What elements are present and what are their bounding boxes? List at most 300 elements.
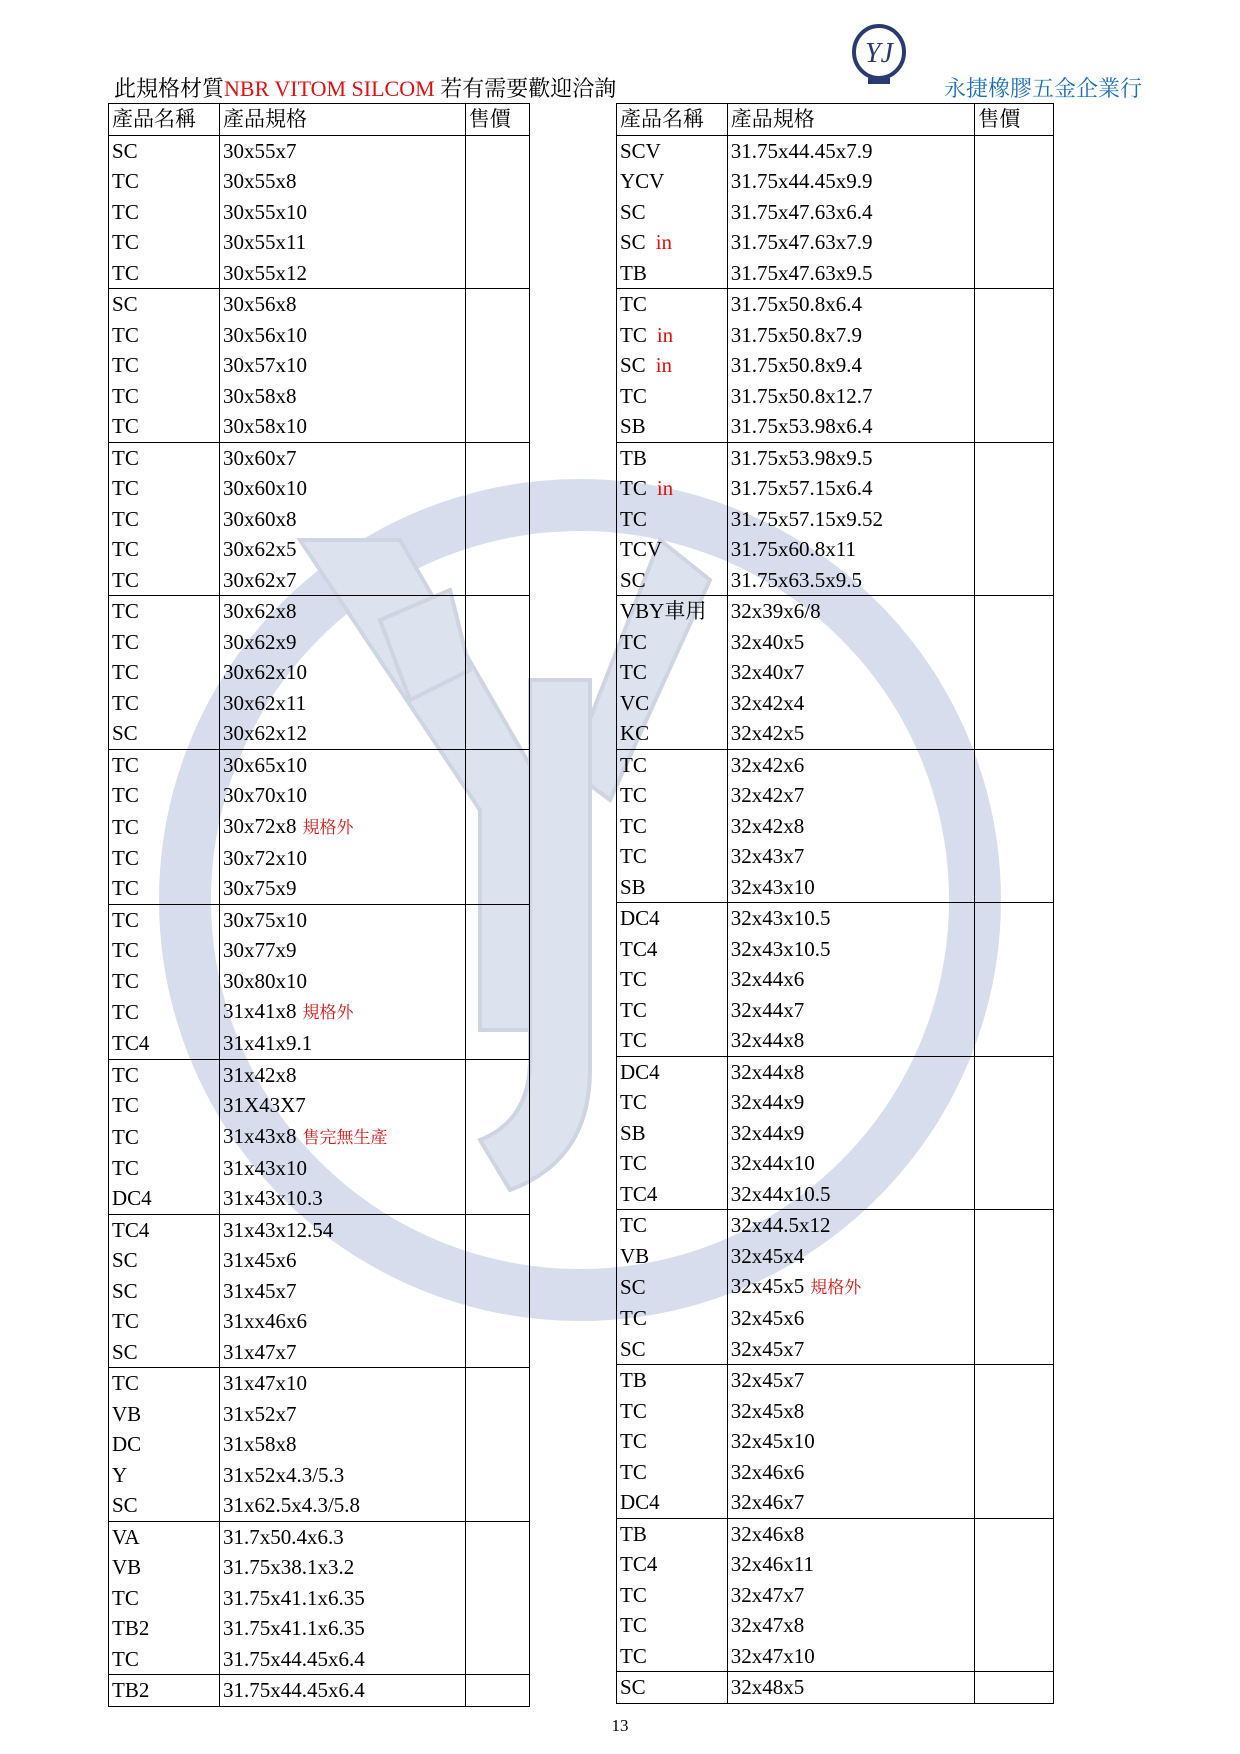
product-code-cell: [109, 1306, 220, 1337]
product-spec: 30x58x10: [222, 414, 307, 439]
product-spec: 32x44x9: [730, 1090, 805, 1115]
product-spec: 30x62x5: [222, 537, 297, 562]
table-row: [617, 289, 1054, 320]
product-code-cell: [109, 935, 220, 966]
product-spec-cell: [219, 1675, 465, 1707]
table-row: [109, 1121, 530, 1153]
header-row: [617, 104, 1054, 136]
product-spec-cell: [219, 873, 465, 904]
product-spec: 30x60x7: [222, 445, 297, 470]
product-spec-cell: [219, 996, 465, 1028]
product-spec: 31x41x8: [222, 999, 297, 1023]
table-row: [617, 1241, 1054, 1272]
column-header-price: 售價: [975, 104, 1054, 136]
price-cell: [465, 873, 529, 904]
product-code-cell: [109, 227, 220, 258]
price-cell: [465, 565, 529, 596]
price-cell: [975, 903, 1054, 934]
product-spec: 32x45x5: [730, 1274, 805, 1298]
product-spec: 30x55x11: [222, 230, 307, 255]
table-row: [617, 1087, 1054, 1118]
product-code: TC: [112, 506, 139, 531]
price-cell: [465, 1306, 529, 1337]
product-code: TC4: [620, 936, 658, 961]
product-code-cell: [617, 1487, 728, 1518]
product-code: SC: [620, 567, 646, 592]
product-spec: 31.75x47.63x7.9: [730, 230, 873, 255]
table-row: [617, 1334, 1054, 1365]
price-cell: [975, 1610, 1054, 1641]
product-spec-cell: [219, 289, 465, 320]
product-spec: 30x56x10: [222, 322, 307, 347]
product-spec-cell: [727, 473, 974, 504]
product-code: VA: [112, 1524, 140, 1549]
product-code: SC: [112, 1278, 138, 1303]
price-cell: [465, 749, 529, 780]
product-code: TC: [620, 997, 647, 1022]
product-spec: 32x44x8: [730, 1028, 805, 1053]
product-code-cell: [617, 1087, 728, 1118]
table-row: [109, 1276, 530, 1307]
product-code-cell: [109, 411, 220, 442]
table-row: [109, 627, 530, 658]
product-code: VB: [620, 1243, 650, 1268]
spec-note: 規格外: [302, 817, 354, 838]
product-code-cell: [617, 1241, 728, 1272]
product-spec-cell: [727, 903, 974, 934]
product-code: TC: [112, 383, 139, 408]
price-cell: [975, 596, 1054, 627]
product-code-cell: [109, 1460, 220, 1491]
product-code-cell: [617, 1025, 728, 1056]
price-cell: [465, 996, 529, 1028]
price-cell: [975, 473, 1054, 504]
price-cell: [465, 473, 529, 504]
product-spec: 30x56x8: [222, 292, 297, 317]
table-row: [617, 1210, 1054, 1241]
product-spec: 31x52x7: [222, 1401, 297, 1426]
spec-note: 規格外: [810, 1278, 862, 1298]
price-cell: [975, 1025, 1054, 1056]
product-spec: 31.75x47.63x9.5: [730, 260, 873, 285]
table-row: [109, 904, 530, 935]
product-spec: 31.75x53.98x6.4: [730, 414, 873, 439]
product-spec: 32x43x7: [730, 844, 805, 869]
product-code-cell: [109, 1059, 220, 1090]
product-spec: 31.75x57.15x9.52: [730, 506, 884, 531]
table-row: [617, 1672, 1054, 1704]
product-spec-cell: [727, 688, 974, 719]
product-code-cell: [617, 718, 728, 749]
product-code: SC: [112, 138, 138, 163]
table-row: [109, 935, 530, 966]
product-code-cell: [109, 1214, 220, 1245]
product-code: TC4: [112, 1217, 150, 1242]
product-code: TC: [620, 1398, 647, 1423]
product-code: TC: [620, 967, 647, 992]
product-code: TC4: [620, 1181, 658, 1206]
price-cell: [465, 1552, 529, 1583]
product-spec-cell: [219, 1399, 465, 1430]
product-spec-cell: [219, 197, 465, 228]
product-code: TC: [112, 322, 139, 347]
product-code-cell: [109, 1399, 220, 1430]
price-cell: [465, 657, 529, 688]
product-spec-cell: [219, 166, 465, 197]
product-code-cell: [109, 1121, 220, 1153]
table-row: [109, 1644, 530, 1675]
product-spec-cell: [727, 1426, 974, 1457]
product-spec-cell: [727, 780, 974, 811]
product-spec-cell: [219, 718, 465, 749]
column-header-spec: 產品規格: [727, 104, 974, 136]
product-spec-cell: [727, 1641, 974, 1672]
product-code: SB: [620, 1120, 646, 1145]
product-code: TC: [112, 537, 139, 562]
column-header-name: 產品名稱: [617, 104, 728, 136]
price-cell: [465, 1644, 529, 1675]
product-spec-cell: [727, 135, 974, 166]
product-code-cell: [617, 872, 728, 903]
table-row: [109, 350, 530, 381]
price-cell: [465, 504, 529, 535]
product-spec-cell: [727, 841, 974, 872]
product-spec-cell: [727, 627, 974, 658]
product-code: TC: [112, 938, 139, 963]
product-spec: 31.75x50.8x7.9: [730, 322, 863, 347]
product-code: SC: [112, 1493, 138, 1518]
product-code-cell: [109, 289, 220, 320]
company-name: 永捷橡膠五金企業行: [943, 77, 1142, 102]
product-spec: 30x65x10: [222, 752, 307, 777]
price-cell: [465, 1521, 529, 1552]
price-cell: [975, 135, 1054, 166]
price-cell: [975, 565, 1054, 596]
price-cell: [975, 749, 1054, 780]
table-row: [617, 1549, 1054, 1580]
product-code-cell: [109, 1552, 220, 1583]
product-spec-cell: [219, 442, 465, 473]
price-cell: [465, 596, 529, 627]
price-cell: [465, 534, 529, 565]
table-row: [109, 197, 530, 228]
product-code: SC: [112, 1339, 138, 1364]
product-code-cell: [109, 1490, 220, 1521]
product-spec: 30x55x8: [222, 169, 297, 194]
product-code: TC: [112, 629, 139, 654]
code-note: in: [655, 353, 673, 378]
table-row: [109, 1306, 530, 1337]
product-code: DC4: [620, 1490, 660, 1515]
product-spec: 31.75x44.45x6.4: [222, 1646, 365, 1671]
table-row: [617, 1148, 1054, 1179]
product-code-cell: [617, 1518, 728, 1549]
product-spec-cell: [219, 258, 465, 289]
product-spec-cell: [727, 1303, 974, 1334]
product-code-cell: [109, 843, 220, 874]
product-code: TC: [112, 445, 139, 470]
product-code: SB: [620, 874, 646, 899]
table-row: [109, 1245, 530, 1276]
table-row: [617, 1457, 1054, 1488]
product-code-cell: [109, 1028, 220, 1059]
product-code-cell: [109, 996, 220, 1028]
product-code-cell: [617, 1271, 728, 1303]
product-code: SC: [112, 1248, 138, 1273]
material-statement: [114, 72, 616, 103]
product-code-cell: [109, 166, 220, 197]
product-spec: 32x44x6: [730, 967, 805, 992]
price-cell: [465, 1675, 529, 1707]
product-spec-cell: [727, 1487, 974, 1518]
product-code-cell: [617, 166, 728, 197]
product-spec-cell: [219, 1644, 465, 1675]
product-spec: 32x44.5x12: [730, 1213, 831, 1238]
product-spec-cell: [219, 1583, 465, 1614]
product-spec: 32x44x9: [730, 1120, 805, 1145]
product-code: TC: [112, 690, 139, 715]
price-cell: [465, 289, 529, 320]
spec-note: 規格外: [302, 1003, 354, 1023]
product-spec-cell: [727, 1610, 974, 1641]
product-code-cell: [109, 320, 220, 351]
product-spec: 31.75x44.45x9.9: [730, 169, 873, 194]
product-spec: 30x72x8: [222, 813, 297, 838]
product-spec: 32x45x10: [730, 1429, 815, 1454]
product-code: TC: [620, 322, 647, 347]
product-code: TC: [112, 1062, 139, 1087]
product-spec: 30x57x10: [222, 353, 307, 378]
price-cell: [465, 258, 529, 289]
product-spec: 31.75x41.1x6.35: [222, 1585, 365, 1610]
table-row: [617, 197, 1054, 228]
product-code: TC: [112, 1585, 139, 1610]
product-code-cell: [109, 688, 220, 719]
price-cell: [465, 1028, 529, 1059]
product-code: TC: [620, 1582, 647, 1607]
table-row: [617, 1118, 1054, 1149]
table-row: [617, 1303, 1054, 1334]
price-cell: [975, 1641, 1054, 1672]
product-spec: 30x75x9: [222, 876, 297, 901]
product-spec: 31.75x63.5x9.5: [730, 567, 863, 592]
product-spec-cell: [219, 749, 465, 780]
table-row: [617, 381, 1054, 412]
product-code-cell: [617, 1610, 728, 1641]
table-row: [617, 627, 1054, 658]
product-spec: 32x47x8: [730, 1613, 805, 1638]
product-spec: 32x43x10: [730, 874, 815, 899]
price-cell: [975, 1672, 1054, 1704]
product-code-cell: [109, 873, 220, 904]
product-spec: 32x45x4: [730, 1243, 805, 1268]
price-cell: [975, 1210, 1054, 1241]
product-spec-cell: [219, 1429, 465, 1460]
price-cell: [465, 197, 529, 228]
table-row: [109, 843, 530, 874]
product-code-cell: [617, 903, 728, 934]
product-code: TC: [620, 783, 647, 808]
price-cell: [975, 258, 1054, 289]
product-code-cell: [109, 442, 220, 473]
product-code-cell: [617, 504, 728, 535]
product-spec: 32x47x7: [730, 1582, 805, 1607]
product-code: TC: [112, 169, 139, 194]
product-spec-cell: [219, 565, 465, 596]
product-spec: 32x46x11: [730, 1552, 815, 1577]
product-spec-cell: [219, 1460, 465, 1491]
price-cell: [465, 1337, 529, 1368]
table-row: [109, 1153, 530, 1184]
price-cell: [465, 166, 529, 197]
price-cell: [465, 811, 529, 843]
table-row: [617, 1179, 1054, 1210]
table-row: [109, 657, 530, 688]
product-code-cell: [109, 1521, 220, 1552]
product-code-cell: [617, 749, 728, 780]
price-cell: [975, 1303, 1054, 1334]
table-row: [617, 565, 1054, 596]
product-code: TC: [112, 353, 139, 378]
product-spec: 32x44x8: [730, 1059, 805, 1084]
table-row: [109, 1399, 530, 1430]
product-code: VB: [112, 1555, 142, 1580]
table-row: [109, 873, 530, 904]
product-code: TC: [112, 230, 139, 255]
price-cell: [975, 718, 1054, 749]
product-code: TC: [112, 1646, 139, 1671]
product-code: TC: [112, 1124, 139, 1149]
product-code-cell: [617, 350, 728, 381]
product-spec-cell: [727, 811, 974, 842]
price-cell: [465, 442, 529, 473]
table-row: [109, 135, 530, 166]
table-row: [617, 411, 1054, 442]
product-code-cell: [617, 258, 728, 289]
product-code: SC: [620, 1275, 646, 1299]
price-cell: [465, 780, 529, 811]
price-cell: [465, 1214, 529, 1245]
price-cell: [975, 811, 1054, 842]
product-code: TC: [620, 476, 647, 501]
product-spec: 30x55x10: [222, 199, 307, 224]
product-code-cell: [109, 1583, 220, 1614]
product-code: TC: [112, 814, 139, 839]
table-row: [617, 934, 1054, 965]
product-spec-cell: [727, 1334, 974, 1365]
code-note: in: [656, 476, 674, 501]
product-spec-cell: [219, 1183, 465, 1214]
product-code-cell: [109, 1183, 220, 1214]
product-code-cell: [109, 596, 220, 627]
table-row: [109, 718, 530, 749]
table-row: [617, 1056, 1054, 1087]
header-row: [109, 104, 530, 136]
product-code-cell: [617, 289, 728, 320]
product-code-cell: [109, 1368, 220, 1399]
product-code: SC: [620, 1675, 646, 1700]
product-code-cell: [617, 1457, 728, 1488]
product-spec-cell: [219, 227, 465, 258]
product-code-cell: [617, 135, 728, 166]
price-cell: [975, 504, 1054, 535]
price-cell: [465, 1429, 529, 1460]
product-code-cell: [109, 381, 220, 412]
product-code: SC: [620, 199, 646, 224]
product-code: YCV: [620, 169, 665, 194]
product-code: TC: [620, 1613, 647, 1638]
table-row: [109, 534, 530, 565]
table-row: [617, 504, 1054, 535]
product-spec: 31X43X7: [222, 1093, 306, 1118]
product-spec: 31.75x44.45x7.9: [730, 138, 873, 163]
product-code: TC: [112, 1155, 139, 1180]
product-code: TB2: [112, 1678, 150, 1703]
product-spec-cell: [219, 935, 465, 966]
product-code-cell: [617, 197, 728, 228]
product-code-cell: [109, 1675, 220, 1707]
product-code-cell: [617, 688, 728, 719]
product-spec-cell: [219, 504, 465, 535]
product-code-cell: [109, 565, 220, 596]
price-cell: [975, 657, 1054, 688]
product-spec: 30x77x9: [222, 938, 297, 963]
price-cell: [975, 872, 1054, 903]
table-row: [617, 320, 1054, 351]
product-code: TC: [620, 383, 647, 408]
price-cell: [975, 934, 1054, 965]
table-row: [109, 1552, 530, 1583]
product-code-cell: [617, 1118, 728, 1149]
table-row: [109, 780, 530, 811]
table-row: [109, 442, 530, 473]
product-spec-cell: [727, 872, 974, 903]
spec-note: 售完無生產: [302, 1127, 388, 1148]
product-spec-cell: [727, 1271, 974, 1303]
price-cell: [975, 381, 1054, 412]
table-row: [109, 227, 530, 258]
product-spec-cell: [219, 1153, 465, 1184]
product-spec-cell: [219, 1028, 465, 1059]
product-spec: 32x40x5: [730, 629, 805, 654]
product-spec-cell: [727, 964, 974, 995]
product-spec-cell: [219, 534, 465, 565]
product-table-left: [108, 103, 530, 1707]
product-spec-cell: [219, 657, 465, 688]
product-spec: 31x45x6: [222, 1248, 297, 1273]
product-spec-cell: [727, 1672, 974, 1704]
product-code-cell: [617, 1148, 728, 1179]
product-code-cell: [109, 1153, 220, 1184]
price-cell: [465, 843, 529, 874]
product-spec: 30x72x10: [222, 845, 307, 870]
price-cell: [465, 1059, 529, 1090]
price-cell: [975, 1457, 1054, 1488]
product-spec-cell: [727, 1056, 974, 1087]
table-row: [109, 473, 530, 504]
price-cell: [465, 381, 529, 412]
product-spec: 32x39x6/8: [730, 599, 821, 624]
product-spec: 30x62x8: [222, 599, 297, 624]
product-code: TB: [620, 445, 647, 470]
code-note: in: [655, 230, 673, 255]
product-code: TC: [112, 876, 139, 901]
table-row: [617, 534, 1054, 565]
product-code-cell: [109, 904, 220, 935]
product-code-cell: [109, 1613, 220, 1644]
product-code: TC: [620, 1213, 647, 1238]
price-cell: [975, 1241, 1054, 1272]
